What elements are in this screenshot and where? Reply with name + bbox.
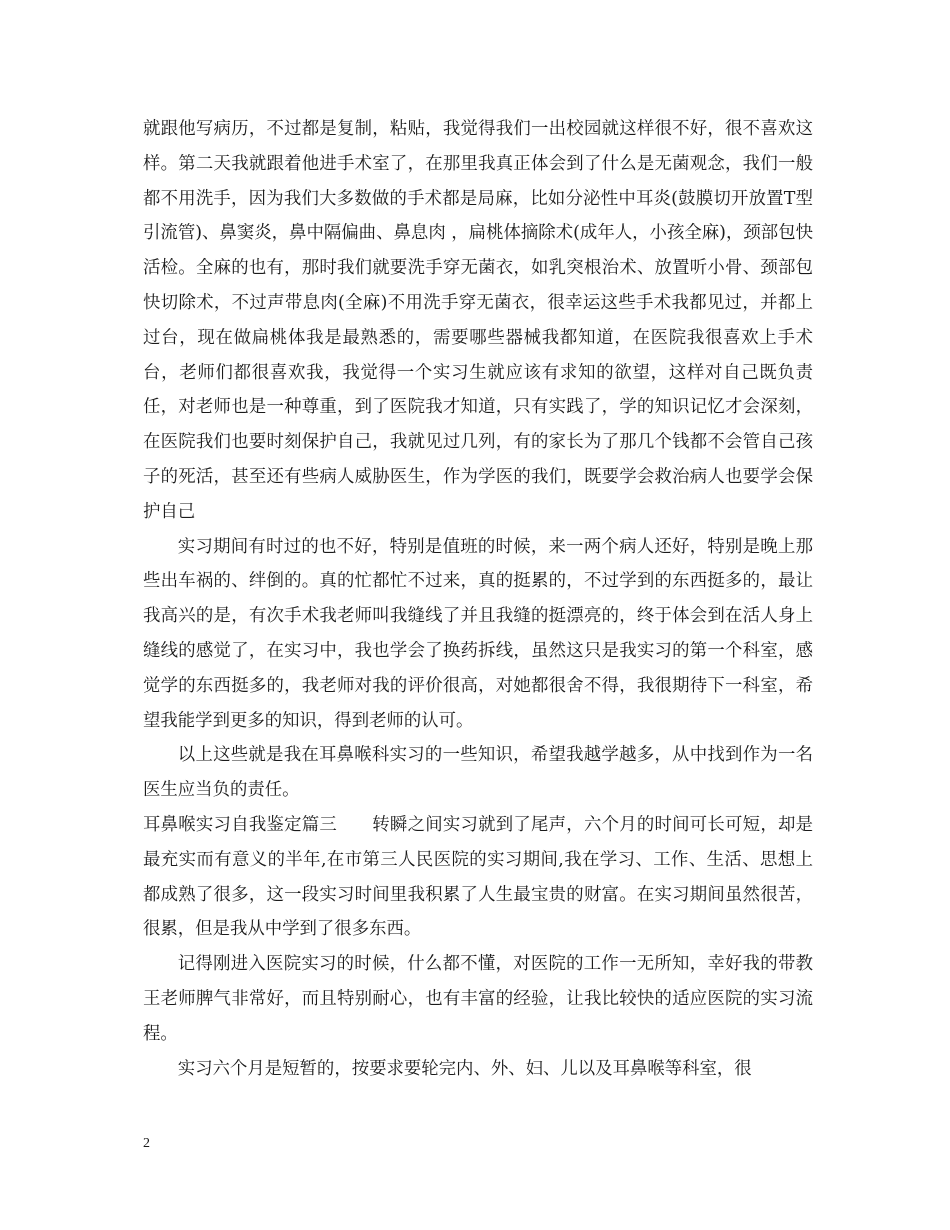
paragraph-first-days: 记得刚进入医院实习的时候，什么都不懂，对医院的工作一无所知，幸好我的带教王老师脾气非常好，而且特别耐心，也有丰富的经验，让我比较快的适应医院的实习流程。	[143, 954, 813, 1044]
paragraph-summary: 以上这些就是我在耳鼻喉科实习的一些知识，希望我越学越多，从中找到作为一名医生应当负的责任。	[143, 745, 813, 801]
paragraph-six-months: 实习六个月是短暂的，按要求要轮完内、外、妇、儿以及耳鼻喉等科室，很	[177, 1058, 752, 1079]
page-number: 2	[143, 1136, 150, 1151]
paragraph-section-three-heading: 耳鼻喉实习自我鉴定篇三 转瞬之间实习就到了尾声，六个月的时间可长可短，却是最充实而有意义的半年,在市第三人民医院的实习期间,我在学习、工作、生活、思想上都成熟了很多，这一段实习时间里我积累了人生最宝贵的财富。在实习期间虽然很苦，很累，但是我从中学到了很多东西。	[143, 814, 813, 940]
paragraph-continued: 就跟他写病历，不过都是复制，粘贴，我觉得我们一出校园就这样很不好，很不喜欢这样。第二天我就跟着他进手术室了，在那里我真正体会到了什么是无菌观念，我们一般都不用洗手，因为我们大多数做的手术都是局麻，比如分泌性中耳炎(鼓膜切开放置T型引流管)、鼻窦炎，鼻中隔偏曲、鼻息肉 ，扁桃体摘除术(成年人，小孩全麻)，颈部包快活检。全麻的也有，那时我们就要洗手穿无菌衣，如乳突根治术、放置听小骨、颈部包快切除术，不过声带息肉(全麻)不用洗手穿无菌衣，很幸运这些手术我都见过，并都上过台，现在做扁桃体我是最熟悉的，需要哪些器械我都知道，在医院我很喜欢上手术台，老师们都很喜欢我，我觉得一个实习生就应该有求知的欲望，这样对自己既负责任，对老师也是一种尊重，到了医院我才知道，只有实践了，学的知识记忆才会深刻，在医院我们也要时刻保护自己，我就见过几列，有的家长为了那几个钱都不会管自己孩子的死活，甚至还有些病人威胁医生，作为学医的我们，既要学会救治病人也要学会保护自己	[143, 119, 813, 522]
document-body	[143, 112, 813, 1086]
paragraph-internship-hardships: 实习期间有时过的也不好，特别是值班的时候，来一两个病人还好，特别是晚上那些出车祸的、绊倒的。真的忙都忙不过来，真的挺累的，不过学到的东西挺多的，最让我高兴的是，有次手术我老师叫我缝线了并且我缝的挺漂亮的，终于体会到在活人身上缝线的感觉了，在实习中，我也学会了换药拆线，虽然这只是我实习的第一个科室，感觉学的东西挺多的，我老师对我的评价很高，对她都很舍不得，我很期待下一科室，希望我能学到更多的知识，得到老师的认可。	[143, 536, 813, 731]
